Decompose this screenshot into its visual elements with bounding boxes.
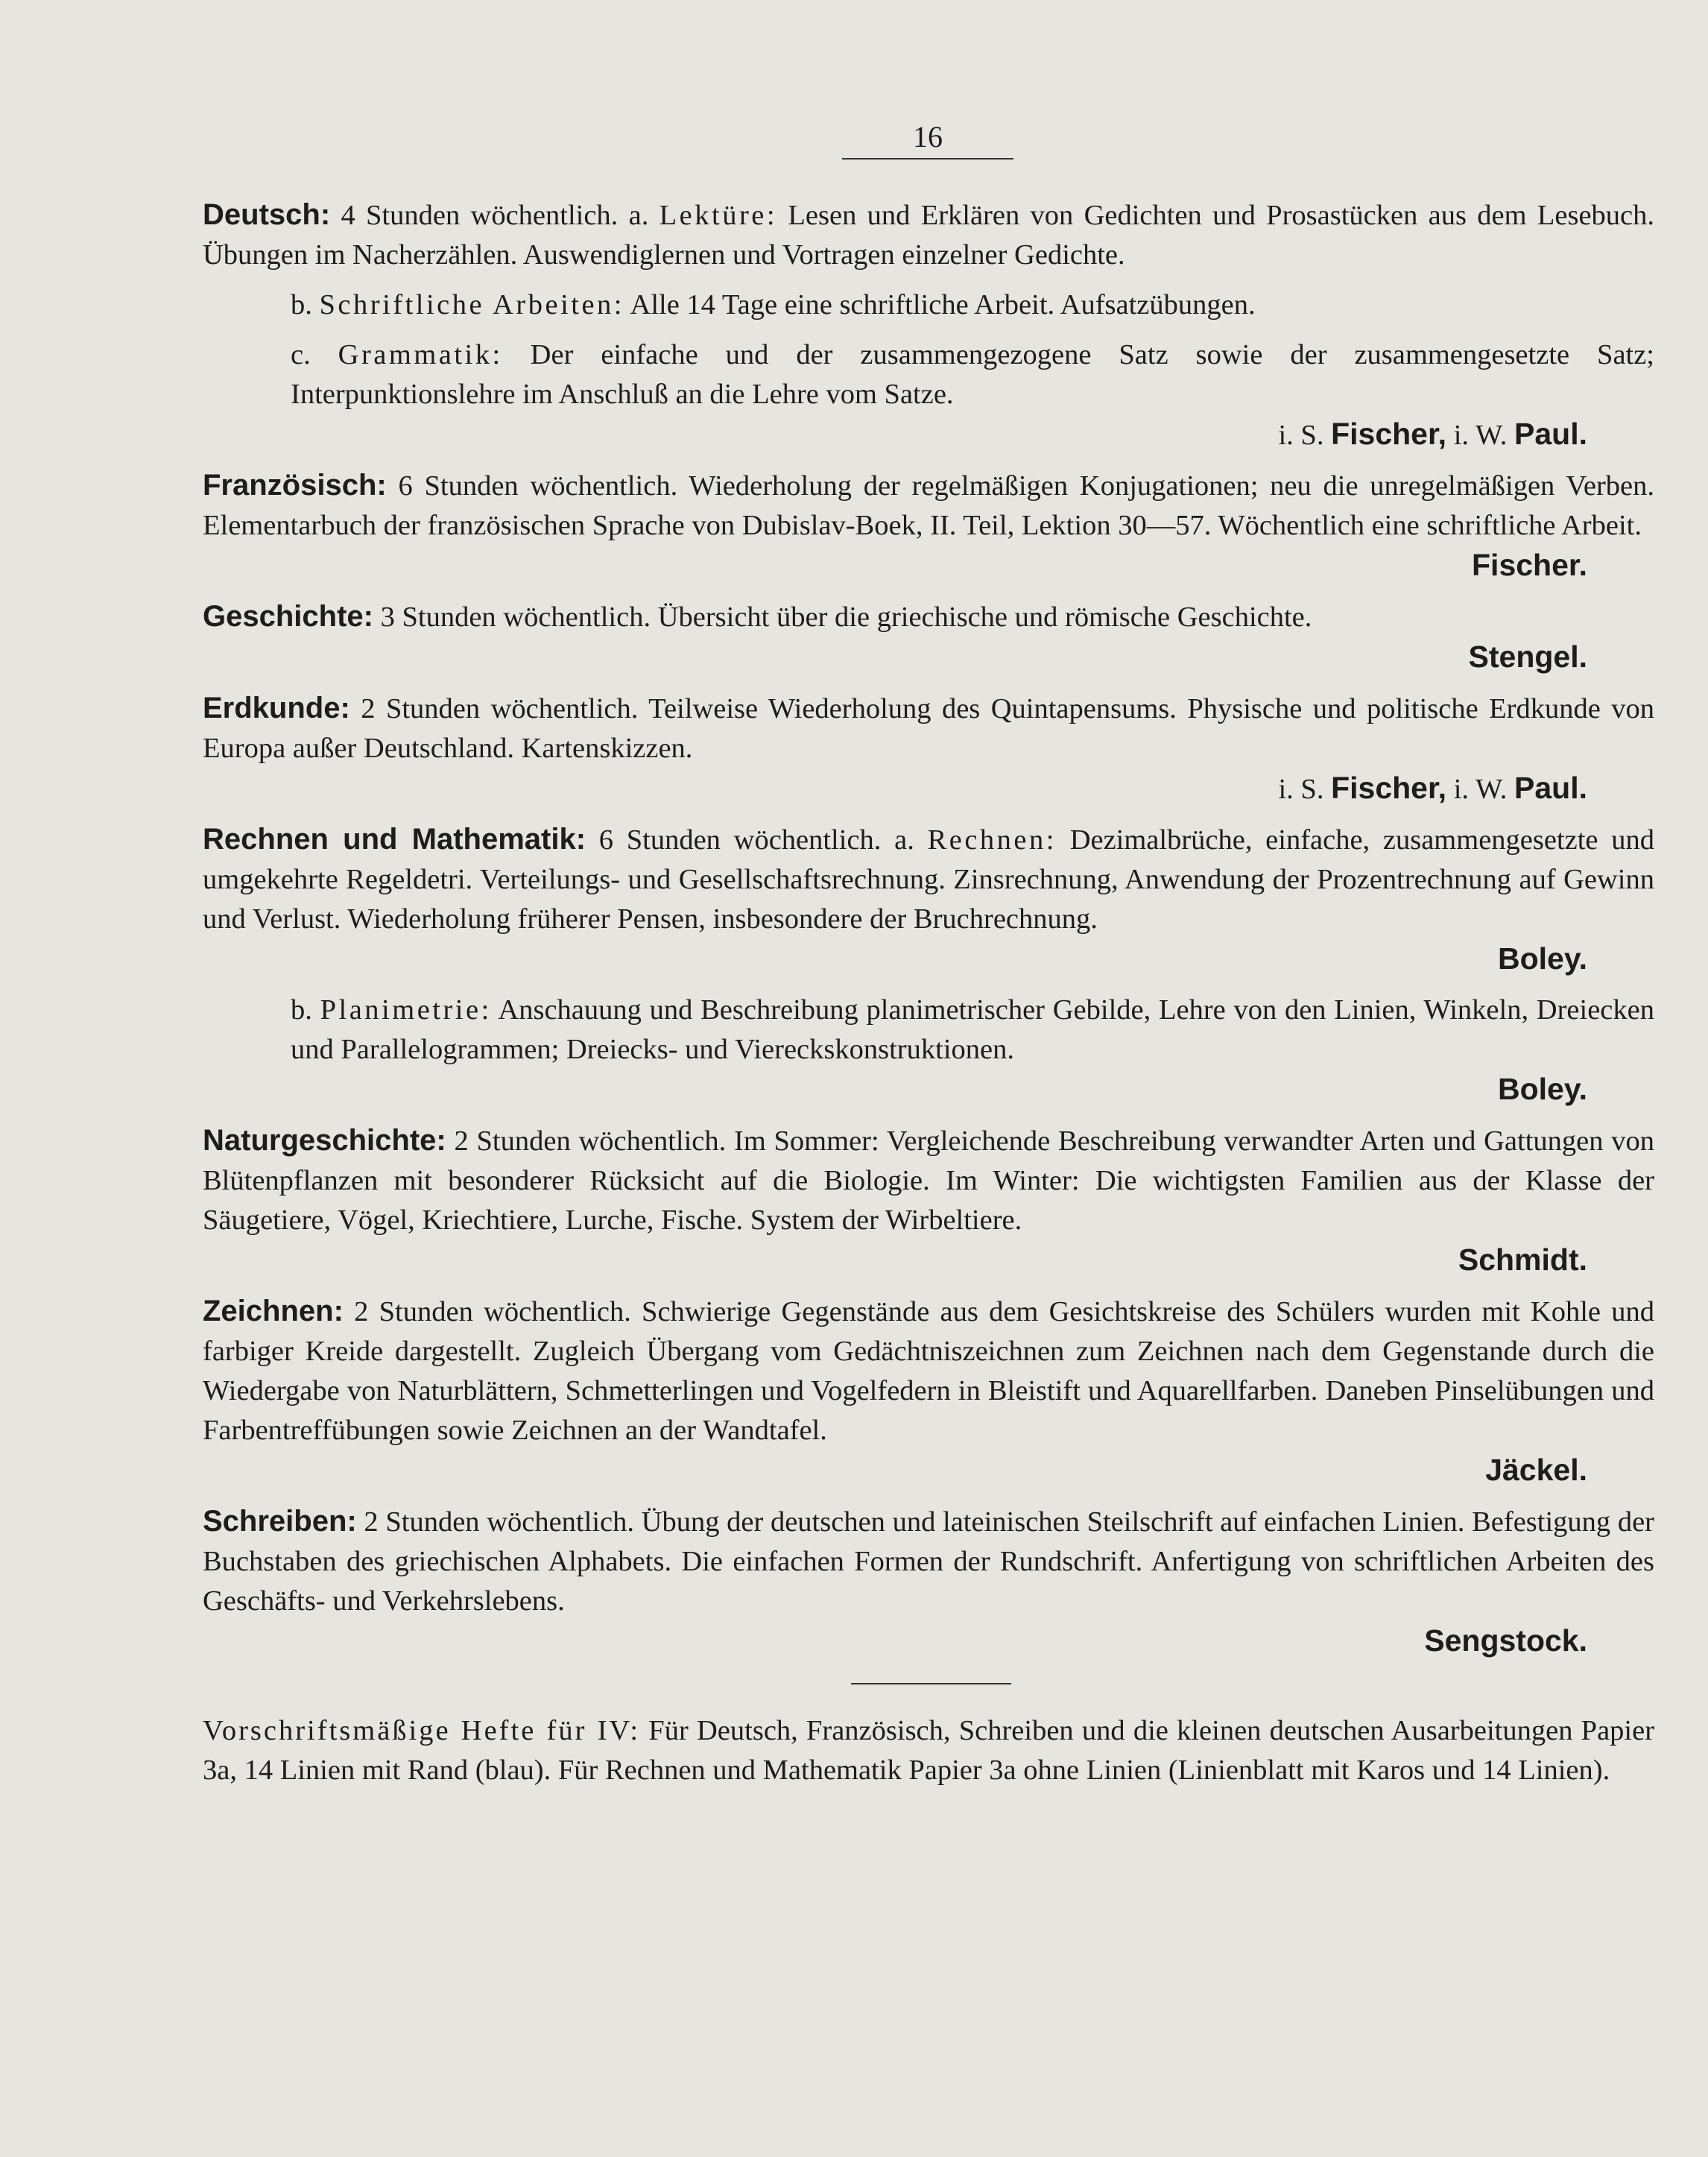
section-text: 2 Stunden wöchentlich. Im Sommer: Vergleichende Beschreibung verwandter Arten und Gattungen von Blütenpflanzen mit besonderer Rücksicht auf die Biologie. Im Winter: Die wichtigsten Familien aus der Klasse der Säugetiere, Vögel, Kriechtiere, Lurche, Fische. System der Wirbeltiere.: [203, 1125, 1655, 1236]
section-schreiben: [203, 1502, 1654, 1662]
teacher-name: Fischer,: [1331, 771, 1447, 805]
section-body: [203, 1292, 1654, 1450]
sub-label: b.: [291, 994, 312, 1026]
sub-text: Dezimalbrüche, einfache, zusammengesetzte und umgekehrte Regeldetri. Verteilungs- und Gesellschaftsrechnung. Zinsrechnung, Anwendung der Prozentrechnung auf Gewinn und Verlust. Wiederholung früherer Pensen, insbesondere der Bruchrechnung.: [203, 824, 1654, 935]
teacher-name: Boley.: [1498, 1072, 1587, 1106]
sig-prefix: i. W.: [1453, 420, 1508, 451]
sub-text: Anschauung und Beschreibung planimetrischer Gebilde, Lehre von den Linien, Winkeln, Dreiecken und Parallelogrammen; Dreiecks- und Viereckskonstruktionen.: [291, 994, 1654, 1065]
section-body: [203, 1502, 1654, 1621]
teacher-signature: [203, 637, 1654, 678]
teacher-name: Boley.: [1498, 941, 1587, 976]
subsection-b: [203, 991, 1654, 1070]
curriculum-content: [203, 195, 1654, 1790]
teacher-name: Paul.: [1514, 771, 1587, 805]
sub-text: Lesen und Erklären von Gedichten und Prosastücken aus dem Lesebuch. Übungen im Nacherzählen. Auswendiglernen und Vortragen einzelner Gedichte.: [203, 200, 1655, 271]
section-text: 2 Stunden wöchentlich. Teilweise Wiederholung des Quintapensums. Physische und politische Erdkunde von Europa außer Deutschland. Kartenskizzen.: [203, 693, 1654, 764]
section-text: 3 Stunden wöchentlich. Übersicht über die griechische und römische Geschichte.: [380, 601, 1312, 633]
section-heading: Naturgeschichte:: [203, 1124, 446, 1157]
page-number: 16: [842, 119, 1013, 160]
divider-rule: [851, 1683, 1011, 1684]
subsection-b: [203, 285, 1654, 325]
footer-text: Für Deutsch, Französisch, Schreiben und die kleinen deutschen Ausarbeitungen Papier 3a, 14 Linien mit Rand (blau). Für Rechnen und Mathematik Papier 3a ohne Linien (Linienblatt mit Karos und 14 Linien).: [203, 1715, 1655, 1786]
sub-label: a.: [628, 200, 649, 231]
section-zeichnen: [203, 1292, 1654, 1491]
sub-title: Planimetrie:: [320, 994, 492, 1026]
section-heading: Zeichnen:: [203, 1295, 344, 1327]
teacher-signature: [203, 1450, 1654, 1491]
section-heading: Erdkunde:: [203, 692, 350, 724]
section-intro: 4 Stunden wöchentlich.: [341, 200, 619, 231]
teacher-name: Fischer,: [1331, 417, 1447, 451]
section-erdkunde: [203, 689, 1654, 809]
sub-text: Alle 14 Tage eine schriftliche Arbeit. Aufsatzübungen.: [630, 289, 1256, 320]
sub-label: c.: [291, 339, 311, 370]
section-body: [203, 597, 1654, 637]
section-body: [203, 195, 1654, 275]
section-heading: Rechnen und Mathematik:: [203, 823, 586, 856]
teacher-name: Fischer.: [1472, 548, 1587, 582]
section-geschichte: [203, 597, 1654, 678]
sub-label: a.: [894, 824, 914, 856]
sig-prefix: i. W.: [1453, 774, 1508, 805]
section-naturgeschichte: [203, 1121, 1654, 1281]
notebook-requirements: [203, 1711, 1654, 1790]
section-intro: 6 Stunden wöchentlich.: [598, 824, 882, 856]
section-text: 2 Stunden wöchentlich. Übung der deutschen und lateinischen Steilschrift auf einfachen Linien. Befestigung der Buchstaben des griechischen Alphabets. Die einfachen Formen der Rundschrift. Anfertigung von schriftlichen Arbeiten des Geschäfts- und Verkehrslebens.: [203, 1506, 1654, 1617]
teacher-name: Sengstock.: [1424, 1623, 1587, 1658]
teacher-name: Jäckel.: [1485, 1453, 1587, 1487]
section-body: [203, 820, 1654, 939]
section-deutsch: [203, 195, 1654, 455]
section-mathematik: [203, 820, 1654, 1111]
sub-text: Der einfache und der zusammengezogene Satz sowie der zusammengesetzte Satz; Interpunktionslehre im Anschluß an die Lehre vom Satze.: [291, 339, 1655, 410]
section-heading: Geschichte:: [203, 600, 373, 633]
sub-title: Grammatik:: [338, 339, 503, 370]
section-text: 6 Stunden wöchentlich. Wiederholung der regelmäßigen Konjugationen; neu die unregelmäßigen Verben. Elementarbuch der französischen Sprache von Dubislav-Boek, II. Teil, Lektion 30—57. Wöchentlich eine schriftliche Arbeit.: [203, 470, 1655, 541]
section-body: [203, 689, 1654, 768]
teacher-name: Stengel.: [1468, 639, 1587, 674]
teacher-signature: [203, 1070, 1654, 1111]
teacher-signature: [203, 1621, 1654, 1662]
teacher-signature: [203, 768, 1654, 809]
teacher-name: Paul.: [1514, 417, 1587, 451]
sig-prefix: i. S.: [1278, 774, 1324, 805]
section-text: 2 Stunden wöchentlich. Schwierige Gegenstände aus dem Gesichtskreise des Schülers wurden mit Kohle und farbiger Kreide dargestellt. Zugleich Übergang vom Gedächtniszeichnen zum Zeichnen nach dem Gegenstande durch die Wiedergabe von Naturblättern, Schmetterlingen und Vogelfedern in Bleistift und Aquarellfarben. Daneben Pinselübungen und Farbentreffübungen sowie Zeichnen an der Wandtafel.: [203, 1296, 1654, 1446]
sub-title: Lektüre:: [659, 200, 778, 231]
teacher-name: Schmidt.: [1458, 1242, 1587, 1277]
section-body: [203, 1121, 1654, 1240]
footer-lead: Vorschriftsmäßige Hefte für IV:: [203, 1715, 641, 1746]
section-heading: Schreiben:: [203, 1505, 357, 1538]
section-body: [203, 466, 1654, 546]
sub-title: Schriftliche Arbeiten:: [319, 289, 624, 320]
teacher-signature: [203, 1240, 1654, 1281]
teacher-signature: [203, 546, 1654, 587]
teacher-signature: [203, 939, 1654, 980]
sub-title: Rechnen:: [927, 824, 1057, 856]
subsection-c: [203, 335, 1654, 414]
sub-label: b.: [291, 289, 312, 320]
sig-prefix: i. S.: [1278, 420, 1324, 451]
section-franzoesisch: [203, 466, 1654, 587]
section-heading: Deutsch:: [203, 198, 331, 231]
teacher-signature: [203, 414, 1654, 455]
section-heading: Französisch:: [203, 469, 387, 502]
